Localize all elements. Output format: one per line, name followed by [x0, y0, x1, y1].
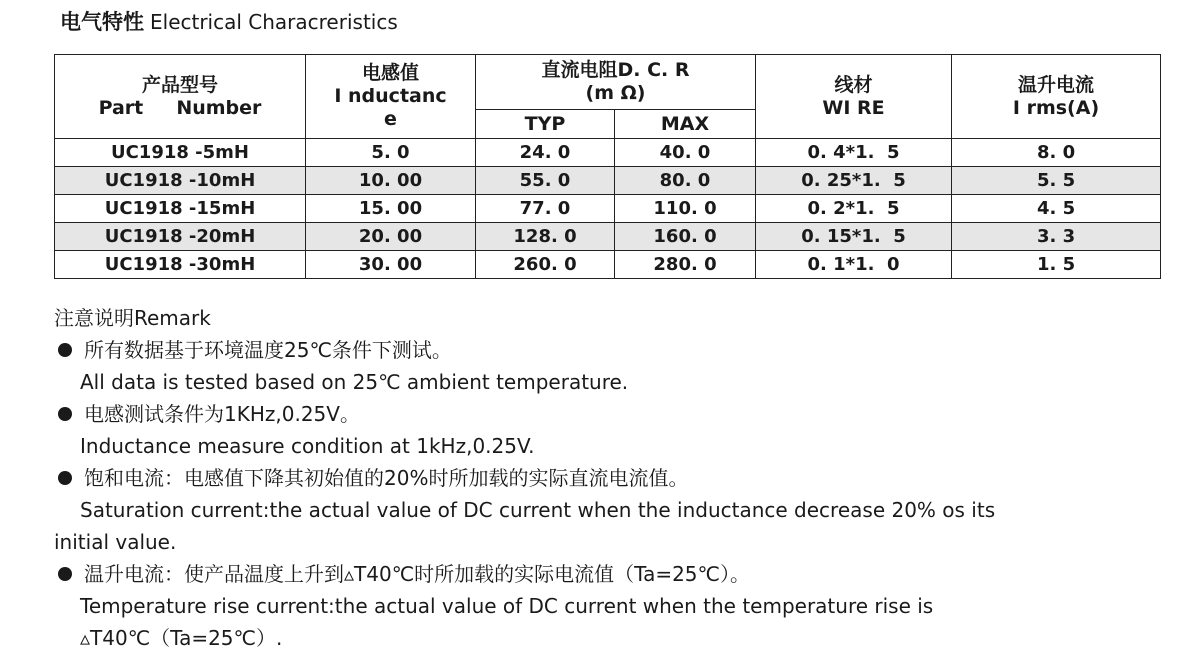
cell-inductance: 20. 00	[306, 223, 476, 251]
electrical-spec-table	[54, 54, 1161, 279]
cell-dcr-max: 40. 0	[615, 139, 756, 167]
remark-zh: 饱和电流：电感值下降其初始值的20%时所加载的实际直流电流值。	[84, 466, 689, 490]
header-dcr-unit: (m Ω)	[585, 82, 646, 104]
cell-inductance: 15. 00	[306, 195, 476, 223]
cell-dcr-max: 110. 0	[615, 195, 756, 223]
bullet-icon	[58, 567, 72, 581]
cell-inductance: 30. 00	[306, 251, 476, 279]
remark-item	[54, 558, 1174, 590]
section-title-zh: 电气特性	[60, 10, 144, 34]
remarks-section	[54, 302, 1174, 654]
cell-part: UC1918 -30mH	[55, 251, 306, 279]
cell-inductance: 5. 0	[306, 139, 476, 167]
cell-wire: 0. 2*1. 5	[756, 195, 952, 223]
remark-zh: 温升电流：使产品温度上升到▵T40℃时所加载的实际电流值（Ta=25℃）。	[84, 562, 750, 586]
section-title	[60, 6, 398, 36]
cell-dcr-typ: 77. 0	[476, 195, 615, 223]
cell-part: UC1918 -20mH	[55, 223, 306, 251]
remark-en: Temperature rise current:the actual value of DC current when the temperature rise is	[80, 594, 934, 618]
header-wire-en: WI RE	[822, 96, 885, 119]
cell-wire: 0. 25*1. 5	[756, 167, 952, 195]
cell-part: UC1918 -15mH	[55, 195, 306, 223]
cell-irms: 3. 3	[952, 223, 1161, 251]
cell-dcr-typ: 24. 0	[476, 139, 615, 167]
header-wire-zh: 线材	[834, 73, 873, 96]
header-part-zh: 产品型号	[141, 73, 218, 96]
header-irms-zh: 温升电流	[1018, 73, 1095, 96]
cell-part: UC1918 -5mH	[55, 139, 306, 167]
bullet-icon	[58, 407, 72, 421]
remark-item	[54, 334, 1174, 366]
cell-irms: 1. 5	[952, 251, 1161, 279]
header-wire	[756, 55, 952, 139]
cell-wire: 0. 15*1. 5	[756, 223, 952, 251]
header-dcr-zh: 直流电阻D. C. R	[541, 59, 690, 81]
cell-irms: 5. 5	[952, 167, 1161, 195]
remark-en: Inductance measure condition at 1kHz,0.25V.	[80, 434, 535, 458]
header-inductance-en-2: e	[384, 108, 397, 130]
cell-inductance: 10. 00	[306, 167, 476, 195]
cell-wire: 0. 1*1. 0	[756, 251, 952, 279]
table-row	[55, 223, 1161, 251]
remark-zh: 电感测试条件为1KHz,0.25V。	[84, 402, 360, 426]
table-row	[55, 195, 1161, 223]
cell-dcr-max: 280. 0	[615, 251, 756, 279]
header-part-number	[55, 55, 306, 139]
bullet-icon	[58, 343, 72, 357]
remark-item	[54, 462, 1174, 494]
table-row	[55, 167, 1161, 195]
header-part-en: Part Number	[98, 96, 262, 119]
bullet-icon	[58, 471, 72, 485]
cell-part: UC1918 -10mH	[55, 167, 306, 195]
header-inductance-en-1: I nductanc	[334, 85, 447, 107]
cell-dcr-typ: 260. 0	[476, 251, 615, 279]
header-dcr-max: MAX	[615, 110, 756, 139]
header-inductance	[306, 55, 476, 139]
cell-dcr-typ: 55. 0	[476, 167, 615, 195]
cell-irms: 8. 0	[952, 139, 1161, 167]
remark-en: All data is tested based on 25℃ ambient temperature.	[80, 370, 629, 394]
remark-zh: 所有数据基于环境温度25℃条件下测试。	[84, 338, 452, 362]
table-row	[55, 251, 1161, 279]
header-irms-en: I rms(A)	[1012, 96, 1100, 119]
header-dcr	[476, 55, 756, 110]
remarks-heading: 注意说明Remark	[54, 306, 211, 330]
table-header-row	[55, 55, 1161, 110]
remark-en-continued: initial value.	[54, 530, 177, 554]
remark-en: Saturation current:the actual value of DC current when the inductance decrease 20% os its	[80, 498, 996, 522]
cell-dcr-typ: 128. 0	[476, 223, 615, 251]
table-row	[55, 139, 1161, 167]
section-title-en: Electrical Characreristics	[150, 10, 398, 34]
cell-dcr-max: 80. 0	[615, 167, 756, 195]
cell-dcr-max: 160. 0	[615, 223, 756, 251]
remark-item	[54, 398, 1174, 430]
header-dcr-typ: TYP	[476, 110, 615, 139]
header-irms	[952, 55, 1161, 139]
header-inductance-zh: 电感值	[361, 62, 419, 84]
remark-en-continued: ▵T40℃（Ta=25℃）.	[80, 626, 283, 650]
cell-irms: 4. 5	[952, 195, 1161, 223]
cell-wire: 0. 4*1. 5	[756, 139, 952, 167]
